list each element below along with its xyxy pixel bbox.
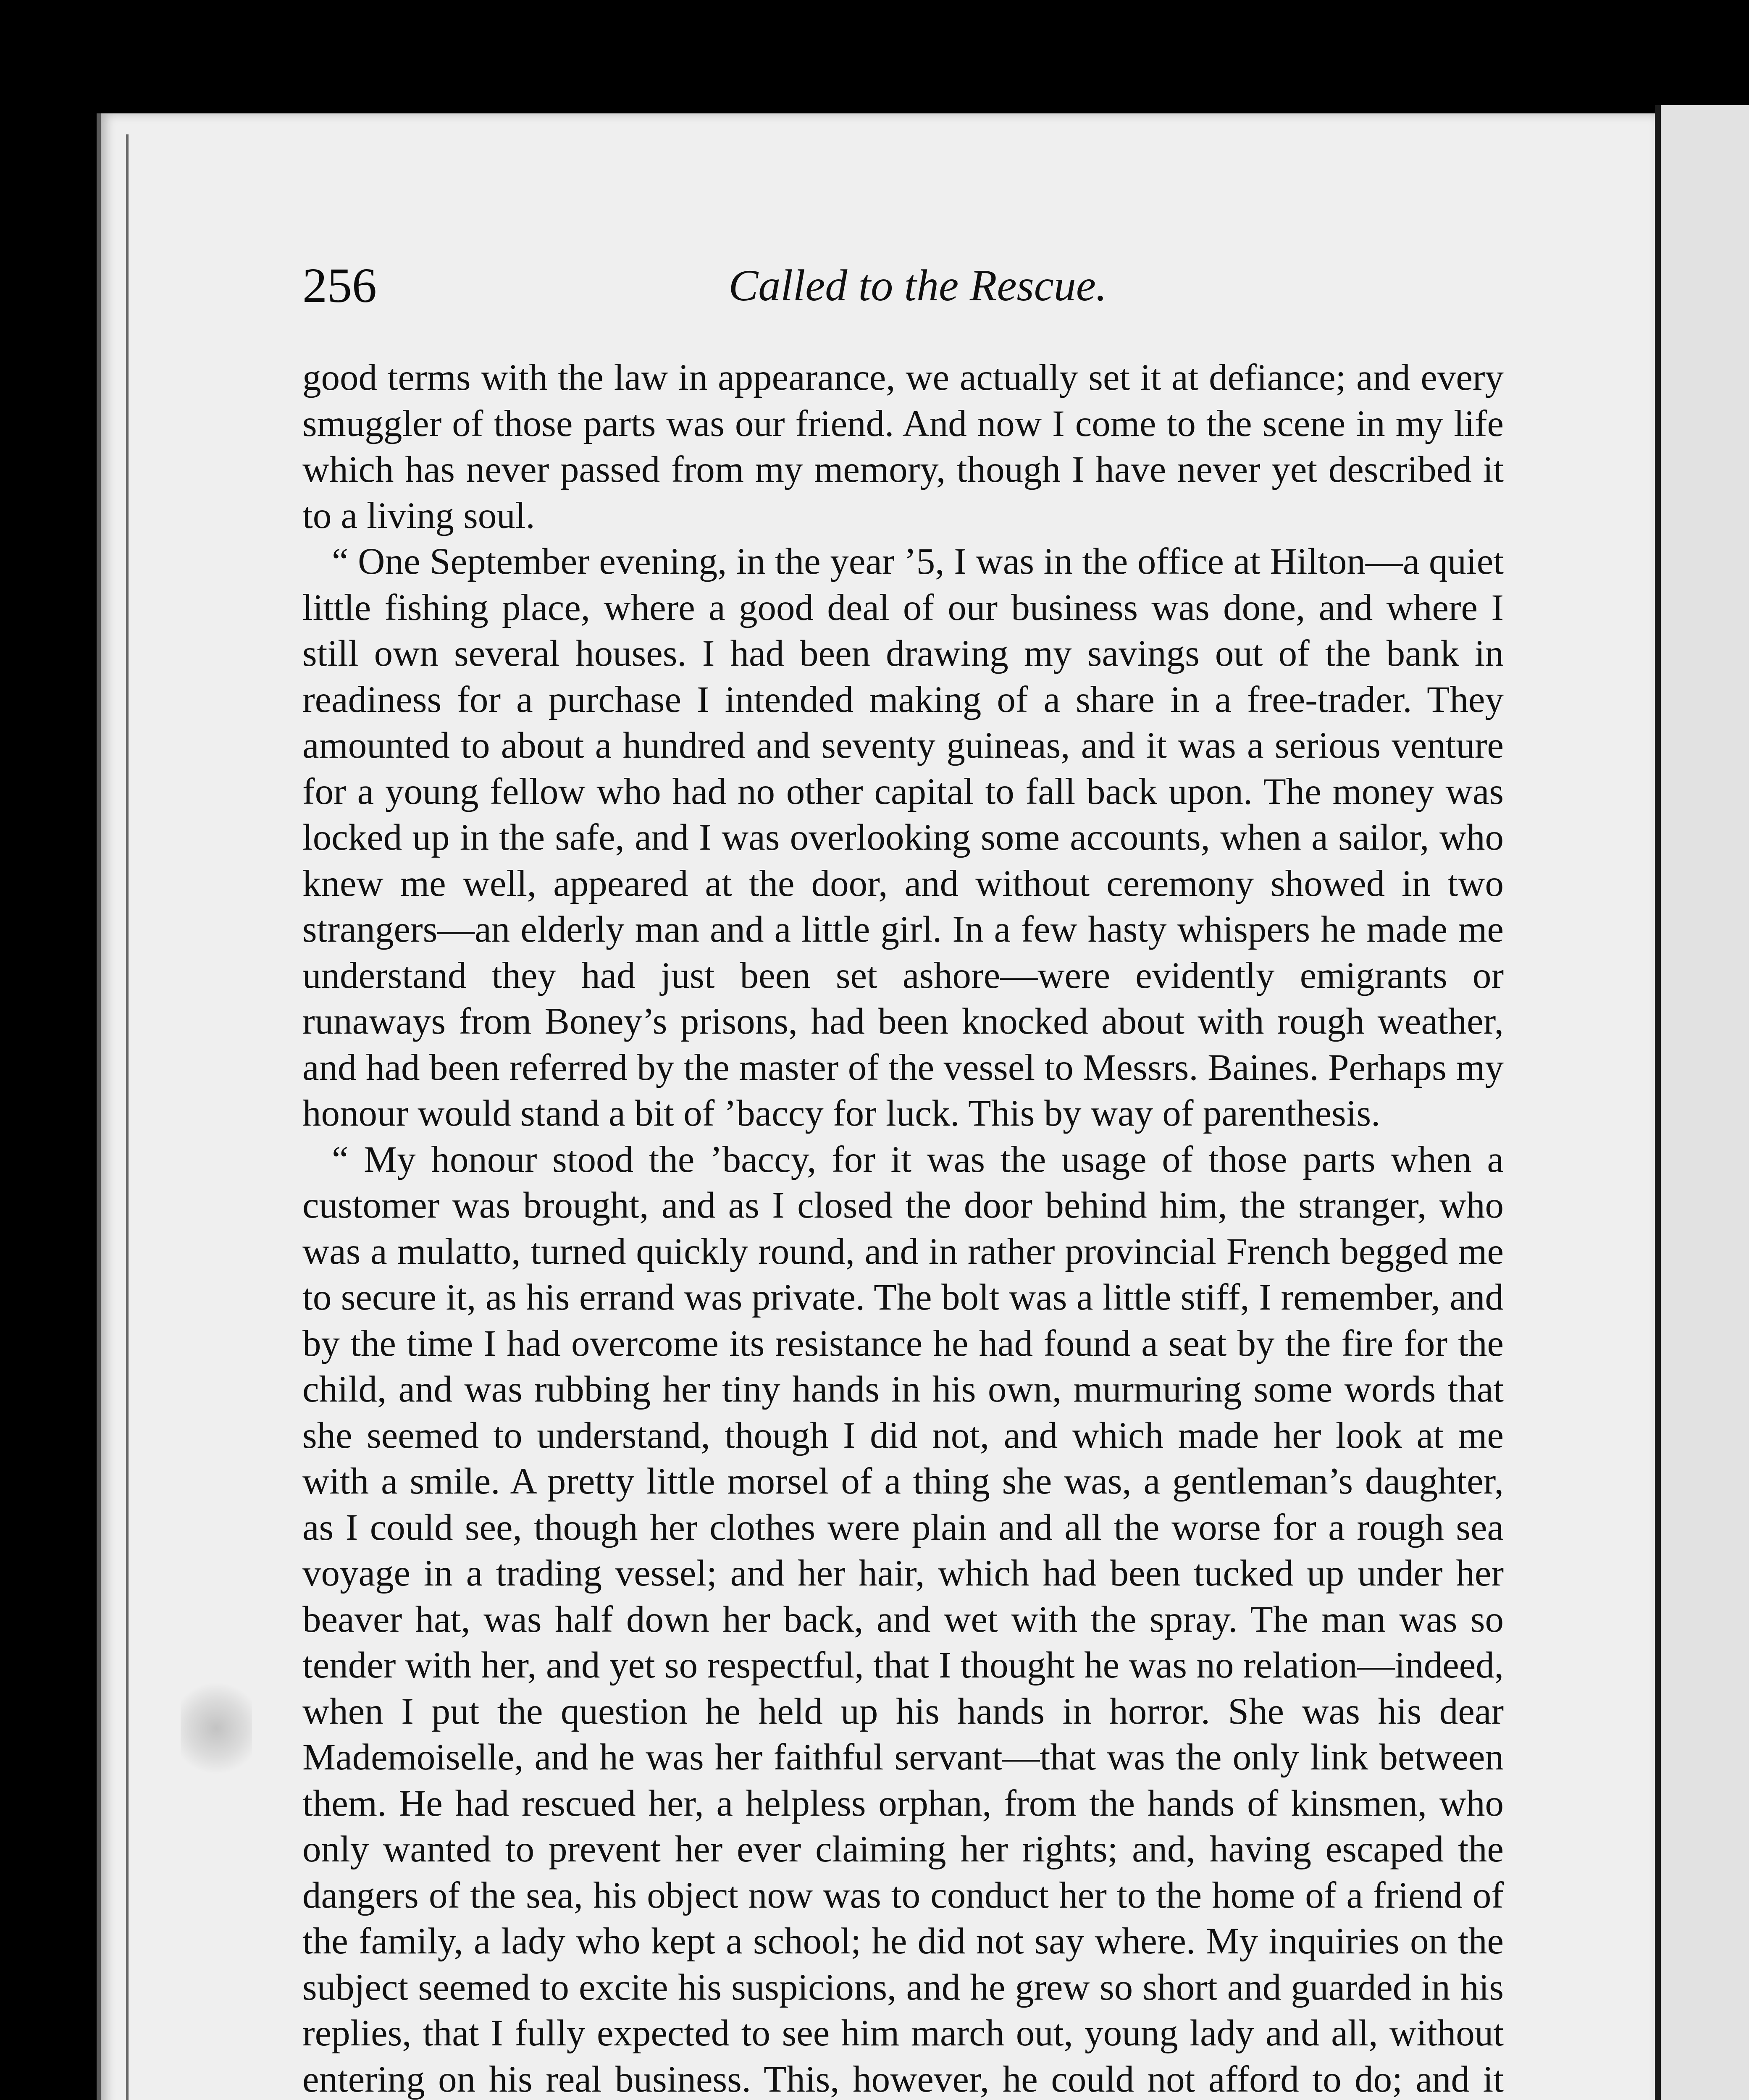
adjacent-page-edge <box>1655 105 1749 2100</box>
page-number: 256 <box>302 258 377 313</box>
paragraph: “ One September evening, in the year ’5, I was in the office at Hilton—a quiet little fishing place, where a good deal of our business was done, and where I still own several houses. I had been drawing my savings out of the bank in readiness for a purchase I intended making of a share in a free-trader. They amounted to about a hundred and seventy guineas, and it was a serious venture for a young fellow who had no other capital to fall back upon. The money was locked up in the safe, and I was overlooking some accounts, when a sailor, who knew me well, appeared at the door, and without ceremony showed in two strangers—an elderly man and a little girl. In a few hasty whispers he made me understand they had just been set ashore—were evidently emigrants or runaways from Boney’s prisons, had been knocked about with rough weather, and had been referred by the master of the vessel to Messrs. Baines. Perhaps my honour would stand a bit of ’baccy for luck. This by way of parenthesis. <box>302 541 1504 1134</box>
running-title: Called to the Rescue. <box>728 261 1107 310</box>
page-header <box>302 252 1533 323</box>
paragraph: good terms with the law in appearance, we actually set it at defiance; and every smuggler of those parts was our friend. And now I come to the scene in my life which has never passed from my memory, though I have never yet described it to a living soul. <box>302 357 1504 536</box>
page-smudge-mark <box>181 1676 252 1781</box>
paragraph: “ My honour stood the ’baccy, for it was the usage of those parts when a customer was brought, and as I closed the door behind him, the stranger, who was a mulatto, turned quickly round, and in rather provincial French begged me to secure it, as his errand was private. The bolt was a little stiff, I remember, and by the time I had overcome its resistance he had found a seat by the fire for the child, and was rubbing her tiny hands in his own, murmuring some words that she seemed to understand, though I did not, and which made her look at me with a smile. A pretty little morsel of a thing she was, a gentleman’s daughter, as I could see, though her clothes were plain and all the worse for a rough sea voyage in a trading vessel; and her hair, which had been tucked up under her beaver hat, was half down her back, and wet with the spray. The man was so tender with her, and yet so respectful, that I thought he was no relation—indeed, when I put the question he held up his hands in horror. She was his dear Mademoiselle, and he was her faithful servant—that was the only link between them. He had rescued her, a helpless orphan, from the hands of kinsmen, who only wanted to prevent her ever claiming her rights; and, having escaped the dangers of the sea, his object now was to conduct her to the home of a friend of the family, a lady who kept a school; he did not say where. My inquiries on the subject seemed to excite his suspicions, and he grew so short and guarded in his replies, that I fully expected to see him march out, young lady and all, without entering on his real business. This, however, he could not afford to do; and it <box>302 1139 1504 2100</box>
left-page-edge-line <box>126 134 129 2100</box>
book-body-text <box>302 355 1504 2100</box>
